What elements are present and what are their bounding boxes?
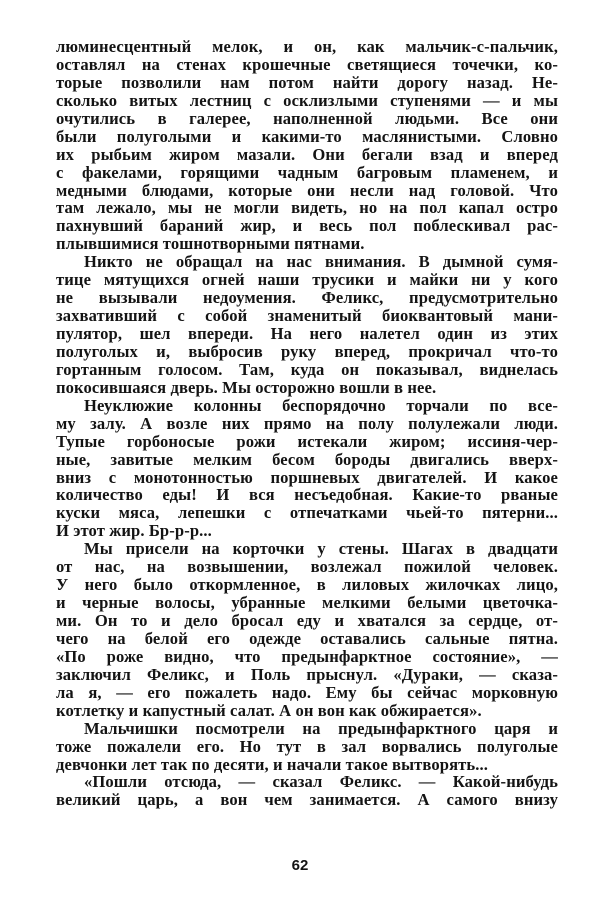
text-line: плывшимися тошнотворными пятнами. — [56, 234, 365, 254]
text-line: пулятор, шел впереди. На него налетел один из этих — [56, 324, 558, 343]
text-line: были полуголыми и какими-то маслянистыми. Словно — [56, 126, 558, 146]
text-line: и черные волосы, убранные мелкими белыми цветочка- — [56, 593, 558, 613]
text-line: торые позволили нам потом найти дорогу назад. Не- — [56, 72, 558, 92]
text-line: очутились в галерее, наполненной людьми. Все они — [56, 108, 558, 128]
text-line: чего на белой его одежде оставались сальные пятна. — [56, 628, 558, 648]
text-line: ла я, — его пожалеть надо. Ему бы сейчас морковную — [56, 682, 558, 702]
text-line: Никто не обращал на нас внимания. В дымной сумя- — [84, 252, 558, 272]
text-line: Мы присели на корточки у стены. Шагах в двадцати — [84, 539, 558, 559]
text-line: полуголых и, выбросив руку вперед, прокричал что-то — [56, 341, 558, 361]
text-line: Тупые горбоносые рожи истекали жиром; иссиня-чер- — [56, 431, 558, 451]
text-line: сколько витых лестниц с осклизлыми ступенями — и мы — [56, 90, 558, 110]
text-line: куски мяса, лепешки с отпечатками чьей-то пятерни... — [56, 503, 558, 523]
text-line: «Пошли отсюда, — сказал Феликс. — Какой-нибудь — [84, 772, 558, 792]
text-line: не вызывали недоумения. Феликс, предусмотрительно — [56, 288, 558, 308]
text-line: тице мятущихся огней наши трусики и майки ни у кого — [56, 270, 558, 290]
text-line: заключил Феликс, и Поль прыснул. «Дураки, — сказа- — [56, 664, 558, 684]
text-line: великий царь, а вон чем занимается. А самого внизу — [56, 790, 558, 810]
text-line: девчонки лет так по десяти, и начали такое вытворять... — [56, 754, 489, 774]
text-line: котлетку и капустный салат. А он вон как обжирается». — [56, 700, 482, 720]
text-line: от нас, на возвышении, возлежал пожилой человек. — [56, 557, 558, 577]
text-line: му залу. А возле них прямо на полу полулежали люди. — [56, 413, 558, 433]
text-line: У него было откормленное, в лиловых жилочках лицо, — [56, 575, 558, 595]
text-line: количество еды! И вся несъедобная. Какие-то рваные — [56, 485, 558, 505]
text-line: медными блюдами, которые они несли над головой. Что — [56, 180, 558, 200]
text-line: ные, завитые мелким бесом бороды двигались вверх- — [56, 449, 558, 469]
text-line: оставлял на стенах крошечные светящиеся точечки, ко- — [56, 54, 558, 74]
text-line: захвативший с собой знаменитый биоквантовый мани- — [56, 306, 558, 326]
text-line: покосившаяся дверь. Мы осторожно вошли в нее. — [56, 377, 437, 397]
text-line: «По роже видно, что предынфарктное состояние», — — [56, 646, 558, 666]
book-page-text — [56, 38, 558, 809]
text-line: ми. Он то и дело бросал еду и хватался за сердце, от- — [56, 611, 558, 630]
text-line: с факелами, горящими чадным багровым пламенем, и — [56, 162, 558, 182]
text-line: пахнувший бараний жир, и весь пол поблескивал рас- — [56, 216, 558, 236]
page-number: 62 — [291, 857, 309, 874]
text-line: их рыбьим жиром мазали. Они бегали взад и вперед — [56, 144, 558, 164]
text-line: там лежало, мы не могли видеть, но на пол капал остро — [56, 198, 558, 218]
text-line: гортанным голосом. Там, куда он показывал, виднелась — [56, 359, 558, 379]
text-line: вниз с монотонностью поршневых двигателей. И какое — [56, 467, 558, 487]
text-line: люминесцентный мелок, и он, как мальчик-с-пальчик, — [56, 37, 558, 56]
text-line: тоже пожалели его. Но тут в зал ворвались полуголые — [56, 736, 558, 756]
text-line: Мальчишки посмотрели на предынфарктного царя и — [84, 718, 558, 738]
text-line: Неуклюжие колонны беспорядочно торчали по все- — [84, 395, 558, 415]
text-line: И этот жир. Бр-р-р... — [56, 521, 212, 541]
